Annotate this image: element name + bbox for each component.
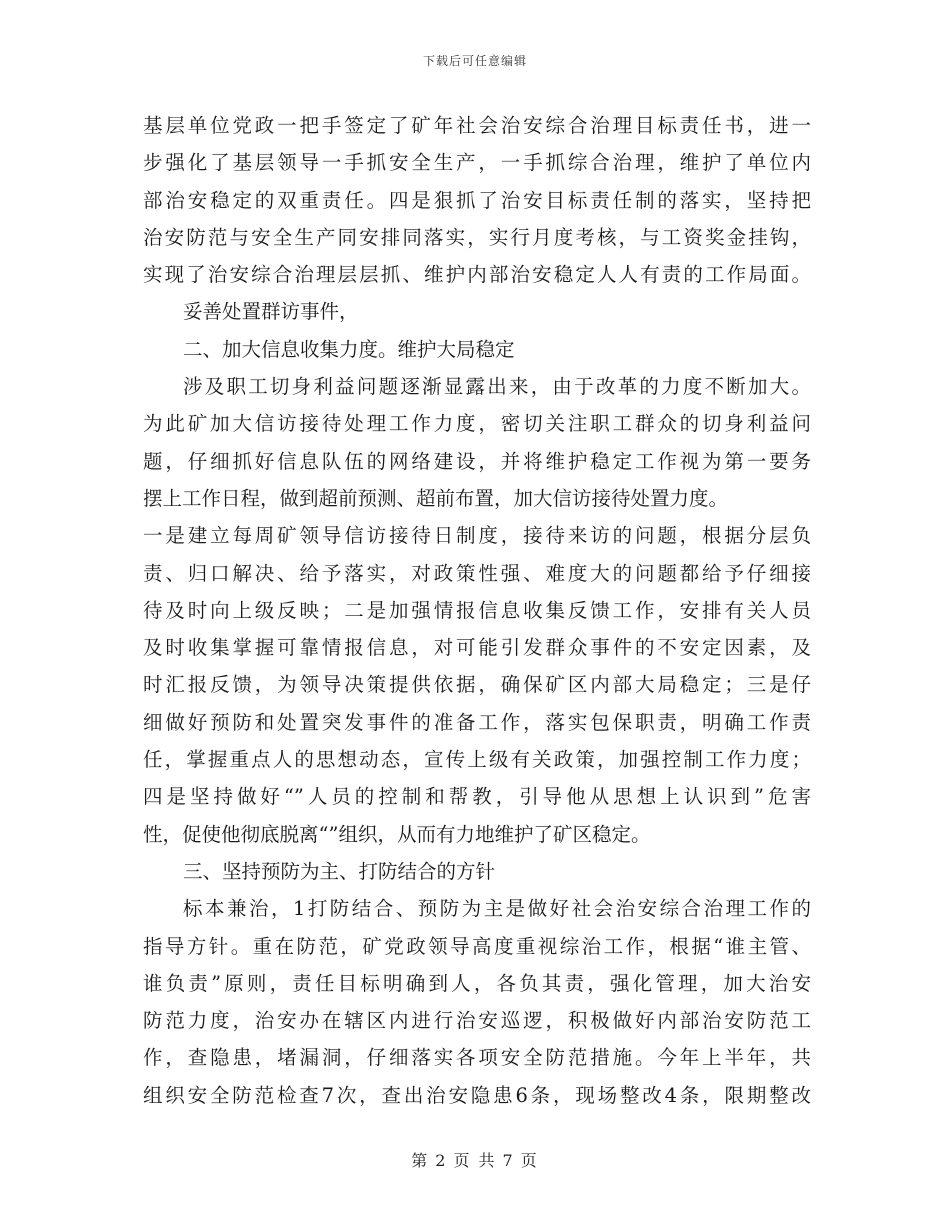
footer-page-number: 2	[435, 1151, 448, 1170]
text-line: 题，仔细抓好信息队伍的网络建设，并将维护稳定工作视为第一要务	[143, 449, 811, 473]
document-body	[143, 107, 811, 1114]
text-line: 责、归口解决、给予落实，对政策性强、难度大的问题都给予仔细接	[143, 561, 811, 585]
text-line: 为此矿加大信访接待处理工作力度，密切关注职工群众的切身利益问	[143, 412, 811, 436]
page-header: 下载后可任意编辑	[422, 54, 527, 68]
text-line: 时汇报反馈，为领导决策提供依据，确保矿区内部大局稳定；三是仔	[143, 673, 811, 697]
text-line: 作，查隐患，堵漏洞，仔细落实各项安全防范措施。今年上半年，共	[143, 1046, 811, 1070]
page-footer	[0, 1148, 950, 1171]
text-line: 一是建立每周矿领导信访接待日制度，接待来访的问题，根据分层负	[143, 524, 811, 548]
text-line: 基层单位党政一把手签定了矿年社会治安综合治理目标责任书，进一	[143, 114, 811, 137]
text-line: 及时收集掌握可靠情报信息，对可能引发群众事件的不安定因素，及	[143, 636, 811, 660]
text-line: 治安防范与安全生产同安排同落实，实行月度考核，与工资奖金挂钩，	[143, 225, 811, 249]
text-line: 标本兼治，1打防结合、预防为主是做好社会治安综合治理工作的	[183, 897, 811, 921]
text-line: 任，掌握重点人的思想动态，宣传上级有关政策，加强控制工作力度；	[143, 748, 811, 772]
text-line: 妥善处置群访事件，	[183, 300, 359, 324]
footer-total-pages: 7	[502, 1151, 515, 1170]
text-line: 待及时向上级反映；二是加强情报信息收集反馈工作，安排有关人员	[143, 598, 811, 622]
text-line: 组织安全防范检查7次，查出治安隐患6条，现场整改4条，限期整改	[143, 1083, 811, 1107]
text-line: 部治安稳定的双重责任。四是狠抓了治安目标责任制的落实，坚持把	[143, 188, 811, 212]
text-line: 谁负责”原则，责任目标明确到人，各负其责，强化管理，加大治安	[143, 971, 811, 995]
footer-suffix: 页	[520, 1151, 539, 1170]
text-line: 摆上工作日程，做到超前预测、超前布置，加大信访接待处置力度。	[143, 486, 729, 510]
text-line: 步强化了基层领导一手抓安全生产，一手抓综合治理，维护了单位内	[143, 151, 811, 175]
text-line: 防范力度，治安办在辖区内进行治安巡逻，积极做好内部治安防范工	[143, 1009, 811, 1033]
text-line: 涉及职工切身利益问题逐渐显露出来，由于改革的力度不断加大。	[183, 375, 811, 399]
text-line: 四是坚持做好“”人员的控制和帮教，引导他从思想上认识到”危害	[143, 785, 811, 809]
footer-prefix: 第	[411, 1151, 430, 1170]
text-line: 性，促使他彻底脱离“”组织，从而有力地维护了矿区稳定。	[143, 822, 651, 846]
text-line: 实现了治安综合治理层层抓、维护内部治安稳定人人有责的工作局面。	[143, 263, 811, 287]
text-line: 二、加大信息收集力度。维护大局稳定	[183, 337, 515, 361]
text-line: 指导方针。重在防范，矿党政领导高度重视综治工作，根据“谁主管、	[143, 934, 811, 958]
text-line: 细做好预防和处置突发事件的准备工作，落实包保职责，明确工作责	[143, 710, 811, 734]
text-line: 三、坚持预防为主、打防结合的方针	[183, 859, 496, 883]
footer-middle: 页 共	[453, 1151, 497, 1170]
